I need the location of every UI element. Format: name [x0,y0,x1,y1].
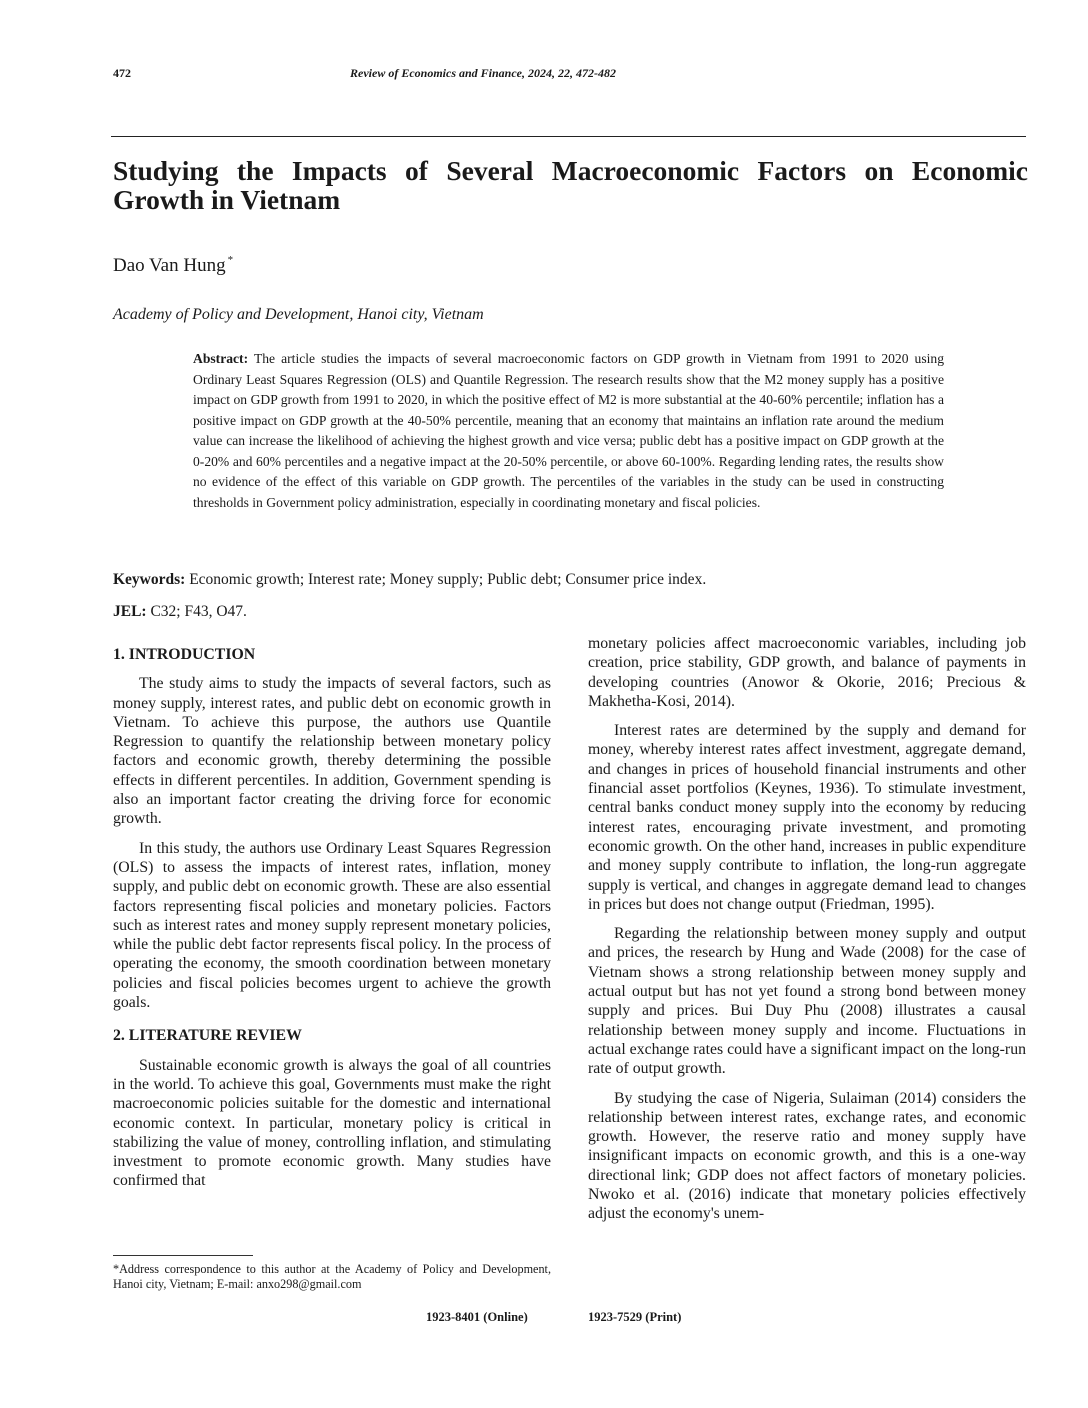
keywords-text: Economic growth; Interest rate; Money supply; Public debt; Consumer price index. [189,571,707,588]
author-marker: * [227,254,234,266]
journal-citation: Review of Economics and Finance, 2024, 22, 472-482 [350,66,616,80]
abstract [193,349,944,513]
abstract-label: Abstract: [193,351,249,366]
intro-paragraph-2: In this study, the authors use Ordinary Least Squares Regression (OLS) to assess the impacts of interest rates, inflation, money supply, and public debt on economic growth. These are also essential factors representing fiscal policies and monetary policies. Factors such as interest rates and money supply represent monetary policies, while the public debt factor represents fiscal policy. In the process of operating the economy, the smooth coordination between monetary policies and fiscal policies becomes urgent to achieve the growth goals. [113,839,551,1012]
right-column [588,634,1026,1234]
literature-paragraph-3: Regarding the relationship between money supply and output and prices, the research by Hung and Wade (2008) for the case of Vietnam shows a strong relationship between money supply and actual output but has not yet found a strong bond between money supply and prices. Bui Duy Phu (2008) illustrates a causal relationship between money supply and income. Fluctuations in actual exchange rates could have a significant impact on the long-run rate of output growth. [588,925,1026,1078]
author-line [113,254,233,277]
issn-online: 1923-8401 (Online) [426,1310,528,1324]
header-rule [111,136,1026,137]
keywords-label: Keywords: [113,571,186,588]
issn-print: 1923-7529 (Print) [588,1310,682,1324]
literature-paragraph-continued: monetary policies affect macroeconomic variables, including job creation, price stability, GDP growth, and balance of payments in developing countries (Anowor & Okorie, 2016; Precious & Makhetha-Kosi, 2014). [588,635,1026,710]
author-name: Dao Van Hung [113,255,226,276]
left-column [113,645,551,1201]
literature-paragraph-1: Sustainable economic growth is always the goal of all countries in the world. To achieve this goal, Governments must make the right macroeconomic policies suitable for the domestic and international economic context. In particular, monetary policy is critical in stabilizing the value of money, controlling inflation, and stimulating investment to promote economic growth. Many studies have confirmed that [113,1056,551,1190]
intro-paragraph-1: The study aims to study the impacts of several factors, such as money supply, interest rates, and public debt on economic growth in Vietnam. To achieve this purpose, the authors use Quantile Regression to quantify the relationship between monetary policy factors and economic growth, thereby determining the possible effects in different percentiles. In addition, Government spending is also an important factor creating the driving force for economic growth. [113,675,551,828]
section-heading-literature-review: 2. LITERATURE REVIEW [113,1027,302,1045]
jel-codes [113,603,247,621]
literature-paragraph-4: By studying the case of Nigeria, Sulaiman (2014) considers the relationship between interest rates, exchange rates, and economic growth. However, the reserve ratio and money supply have insignificant impacts on economic growth, and this is a one-way directional link; GDP does not affect factors of monetary policies. Nwoko et al. (2016) indicate that monetary policies effectively adjust the economy's unem- [588,1089,1026,1223]
affiliation: Academy of Policy and Development, Hanoi city, Vietnam [113,306,484,323]
paper-title: Studying the Impacts of Several Macroeconomic Factors on Economic Growth in Vietnam [113,155,1028,215]
footnote: *Address correspondence to this author at the Academy of Policy and Development, Hanoi city, Vietnam; E-mail: anxo298@gmail.com [113,1262,551,1291]
footnote-rule [113,1255,253,1256]
abstract-text: The article studies the impacts of several macroeconomic factors on GDP growth in Vietnam from 1991 to 2020 using Ordinary Least Squares Regression (OLS) and Quantile Regression. The research results show that the M2 money supply has a positive impact on GDP growth from 1991 to 2020, in which the positive effect of M2 is more substantial at the 40-60% percentile; inflation has a positive impact on GDP growth at the 40-50% percentile, meaning that an economy that maintains an inflation rate around the medium value can increase the likelihood of achieving the highest growth and vice versa; public debt has a positive impact on GDP growth at the 0-20% and 60% percentiles and a negative impact at the 20-50% percentile, or above 60-100%. Regarding lending rates, the results show no evidence of the effect of this variable on GDP growth. The percentiles of the variables in the study can be used in constructing thresholds in Government policy administration, especially in coordinating monetary and fiscal policies. [193,351,945,510]
section-heading-introduction: 1. INTRODUCTION [113,646,256,663]
keywords [113,571,1028,589]
page-number: 472 [113,66,131,80]
literature-paragraph-2: Interest rates are determined by the supply and demand for money, whereby interest rates affect investment, aggregate demand, and changes in prices of household financial instruments and other financial asset portfolios (Keynes, 1936). To stimulate investment, central banks conduct money supply into the economy by reducing interest rates, encouraging private investment, and promoting economic growth. On the other hand, increases in public expenditure and money supply contribute to inflation, the long-run aggregate supply is vertical, and changes in aggregate demand lead to changes in prices but does not change output (Friedman, 1995). [588,722,1026,913]
jel-text: C32; F43, O47. [150,603,247,620]
jel-label: JEL: [113,603,147,620]
